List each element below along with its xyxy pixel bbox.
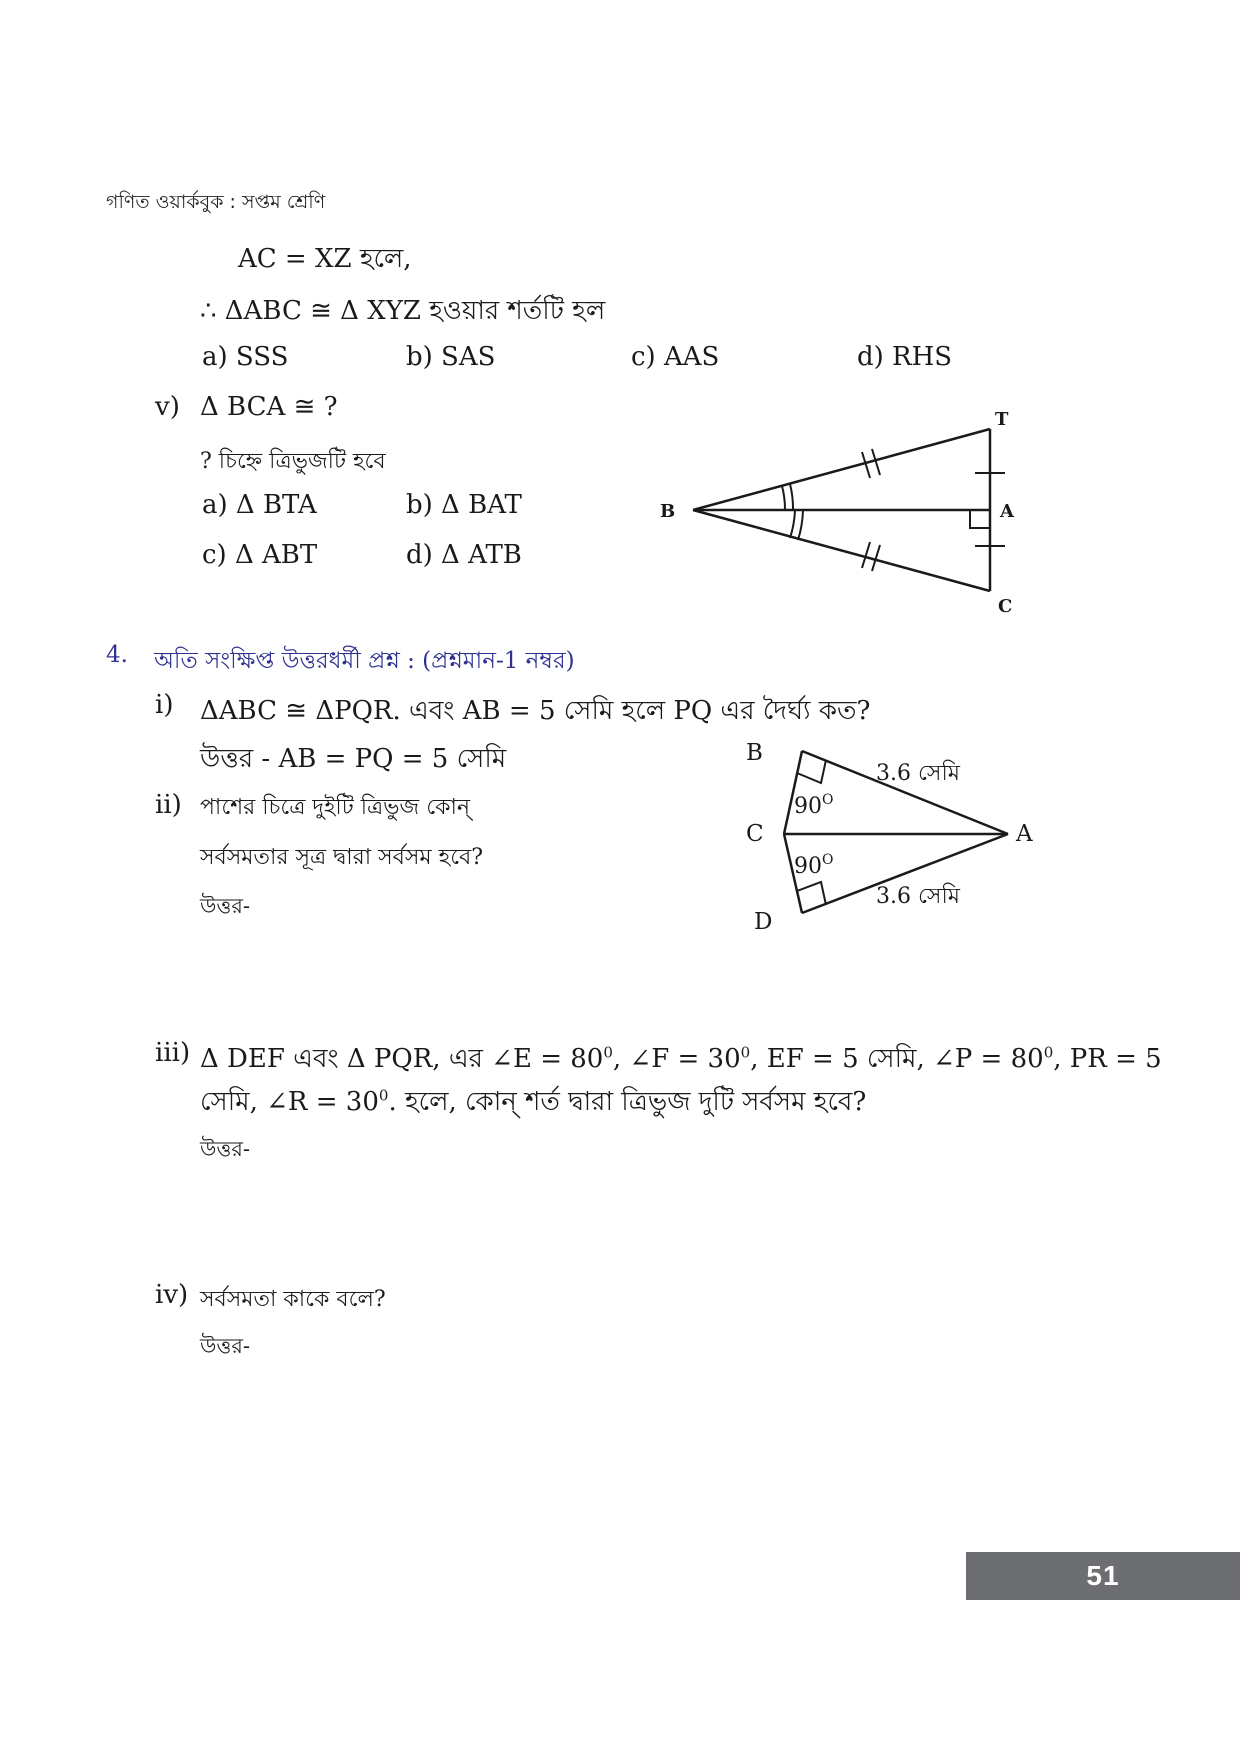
option-b: b) SAS [406,342,496,372]
option-c: c) AAS [631,342,720,372]
question-v-subtext: ? চিহ্নে ত্রিভুজটি হবে [200,449,386,474]
question-i-answer: উত্তর - AB = PQ = 5 সেমি [200,744,507,774]
option-a: a) SSS [202,342,289,372]
angle-arc-bottom-1 [790,510,795,538]
side-label-bottom: 3.6 সেমি [876,884,960,909]
label-c: C [998,596,1013,617]
angle-arc-bottom-2 [798,510,803,540]
section-title: অতি সংক্ষিপ্ত উত্তরধর্মী প্রশ্ন : (প্রশ্নমান-1 নম্বর) [154,648,575,674]
vertex-c: C [746,821,764,847]
question-ii-answer: উত্তর- [200,894,251,918]
question-i-label: i) [155,690,174,720]
condition-line: AC = XZ হলে, [238,244,412,274]
question-iii-line2: সেমি, ∠R = $30^0$. হলে, কোন্ শর্ত দ্বারা ত্রিভুজ দুটি সর্বসম হবে? [200,1086,867,1117]
question-iii-label: iii) [155,1038,191,1068]
angle-label-top: $90^O$ [794,792,834,819]
segment-bc [693,510,990,591]
double-tick-bt-1 [862,452,870,478]
vertex-d: D [754,909,773,935]
double-tick-bc-1 [862,542,870,568]
question-ii-label: ii) [155,790,182,820]
option-v-b: b) Δ BAT [406,490,522,520]
segment-cb [784,751,802,834]
right-angle-mark [970,510,990,528]
question-iii-answer: উত্তর- [200,1137,251,1161]
right-angle-b [797,760,826,783]
page-header: গণিত ওয়ার্কবুক : সপ্তম শ্রেণি [106,191,326,213]
figure-triangle-bta [640,400,1020,630]
right-angle-d [797,882,826,905]
vertex-a: A [1016,821,1033,847]
option-v-d: d) Δ ATB [406,540,522,570]
angle-arc-top-1 [782,486,785,510]
question-statement: ∴ ΔABC ≅ Δ XYZ হওয়ার শর্তটি হল [200,296,606,326]
page-number: 51 [966,1552,1240,1600]
angle-label-bottom: $90^O$ [794,852,834,879]
question-i-text: ΔABC ≅ ΔPQR. এবং AB = 5 সেমি হলে PQ এর দৈর্ঘ্য কত? [200,696,871,726]
vertex-b: B [746,740,763,766]
section-number: 4. [106,642,128,668]
option-d: d) RHS [857,342,953,372]
option-v-c: c) Δ ABT [202,540,318,570]
label-b: B [660,501,676,522]
label-a: A [1000,501,1014,522]
question-ii-line2: সর্বসমতার সূত্র দ্বারা সর্বসম হবে? [200,845,484,870]
question-iii-line1: Δ DEF এবং Δ PQR, এর ∠E = $80^0$, ∠F = $30^0$, EF = 5 সেমি, ∠P = $80^0$, PR = 5 [200,1043,1162,1074]
segment-bt [693,429,990,510]
label-t: T [995,409,1009,430]
figure-kite [740,735,1060,935]
question-ii-line1: পাশের চিত্রে দুইটি ত্রিভুজ কোন্ [200,795,471,820]
question-v-text: Δ BCA ≅ ? [200,392,338,422]
option-v-a: a) Δ BTA [202,490,317,520]
question-iv-answer: উত্তর- [200,1334,251,1358]
angle-arc-top-2 [790,484,793,510]
question-iv-label: iv) [155,1280,189,1310]
question-v-label: v) [155,392,180,422]
question-iv-text: সর্বসমতা কাকে বলে? [200,1287,386,1312]
side-label-top: 3.6 সেমি [876,761,960,786]
